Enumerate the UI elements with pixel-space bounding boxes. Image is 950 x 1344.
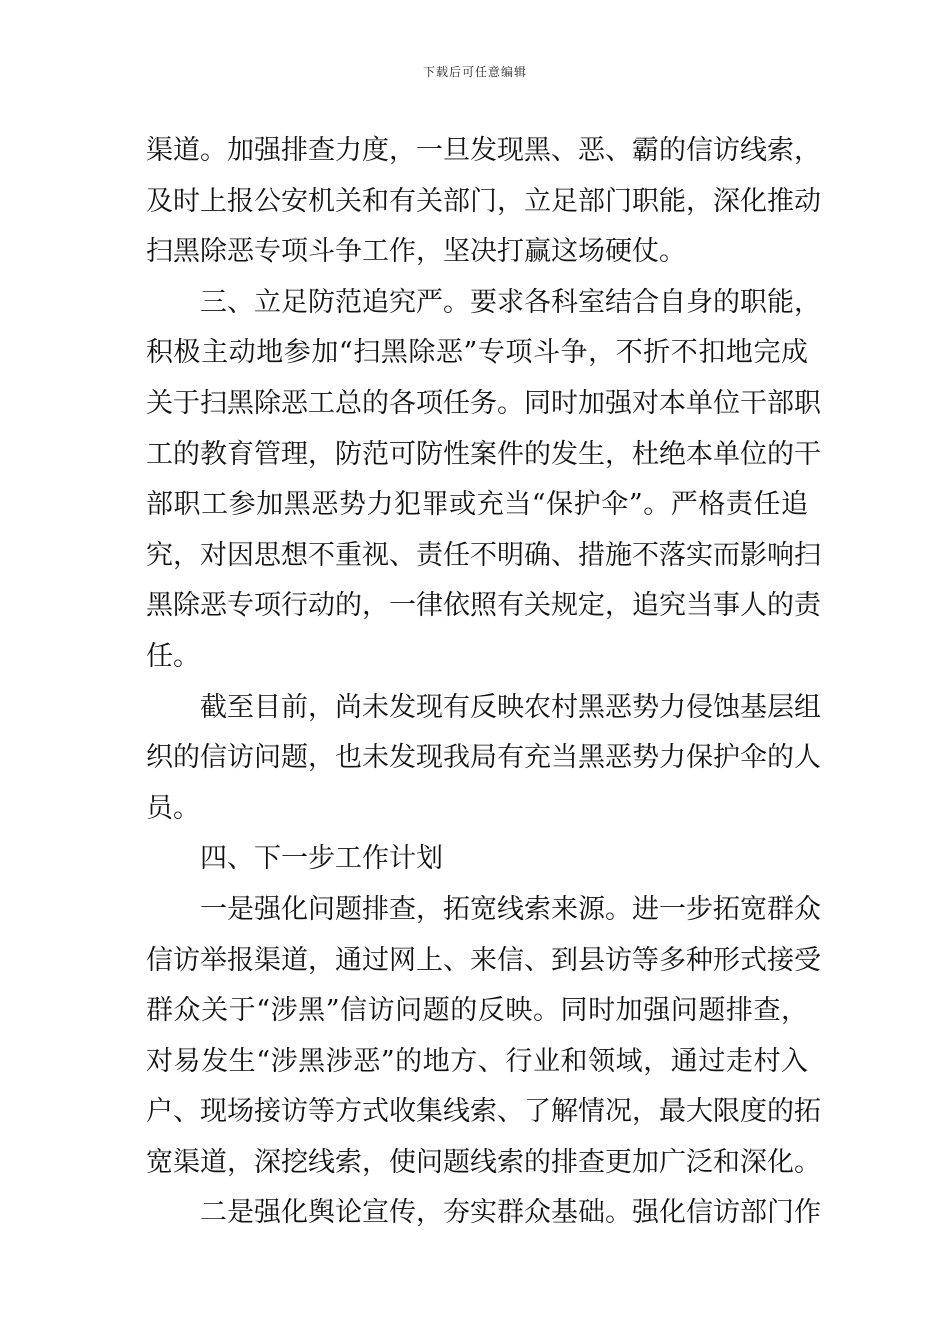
- text-line: 对易发生“涉黑涉恶”的地方、行业和领域，通过走村入: [146, 1045, 808, 1077]
- text-line: 部职工参加黑恶势力犯罪或充当“保护伞”。严格责任追: [146, 489, 808, 521]
- text-line: 四、下一步工作计划: [200, 843, 443, 875]
- text-line: 工的教育管理，防范可防性案件的发生，杜绝本单位的干: [146, 438, 821, 470]
- text-line: 三、立足防范追究严。要求各科室结合自身的职能，: [200, 286, 821, 318]
- text-line: 及时上报公安机关和有关部门，立足部门职能，深化推动: [146, 185, 821, 217]
- text-line: 关于扫黑除恶工总的各项任务。同时加强对本单位干部职: [146, 387, 821, 419]
- text-line: 黑除恶专项行动的，一律依照有关规定，追究当事人的责: [146, 590, 821, 622]
- text-line: 渠道。加强排查力度，一旦发现黑、恶、霸的信访线索，: [146, 135, 821, 166]
- text-line: 扫黑除恶专项斗争工作，坚决打赢这场硬仗。: [146, 236, 686, 268]
- page-header-note: 下载后可任意编辑: [422, 65, 527, 79]
- text-line: 户、现场接访等方式收集线索、了解情况，最大限度的拓: [146, 1096, 821, 1128]
- text-line: 信访举报渠道，通过网上、来信、到县访等多种形式接受: [146, 944, 821, 976]
- text-line: 宽渠道，深挖线索，使问题线索的排查更加广泛和深化。: [146, 1146, 821, 1178]
- text-line: 织的信访问题，也未发现我局有充当黑恶势力保护伞的人: [146, 742, 821, 774]
- text-line: 究，对因思想不重视、责任不明确、措施不落实而影响扫: [146, 539, 821, 571]
- text-line: 一是强化问题排查，拓宽线索来源。进一步拓宽群众: [200, 893, 821, 925]
- text-line: 群众关于“涉黑”信访问题的反映。同时加强问题排查，: [146, 995, 808, 1027]
- text-line: 二是强化舆论宣传，夯实群众基础。强化信访部门作: [200, 1197, 821, 1229]
- text-line: 积极主动地参加“扫黑除恶”专项斗争，不折不扣地完成: [146, 337, 808, 369]
- body-text: [146, 126, 821, 1239]
- text-line: 员。: [146, 792, 200, 824]
- text-line: 截至目前，尚未发现有反映农村黑恶势力侵蚀基层组: [200, 691, 821, 723]
- text-line: 任。: [146, 640, 200, 672]
